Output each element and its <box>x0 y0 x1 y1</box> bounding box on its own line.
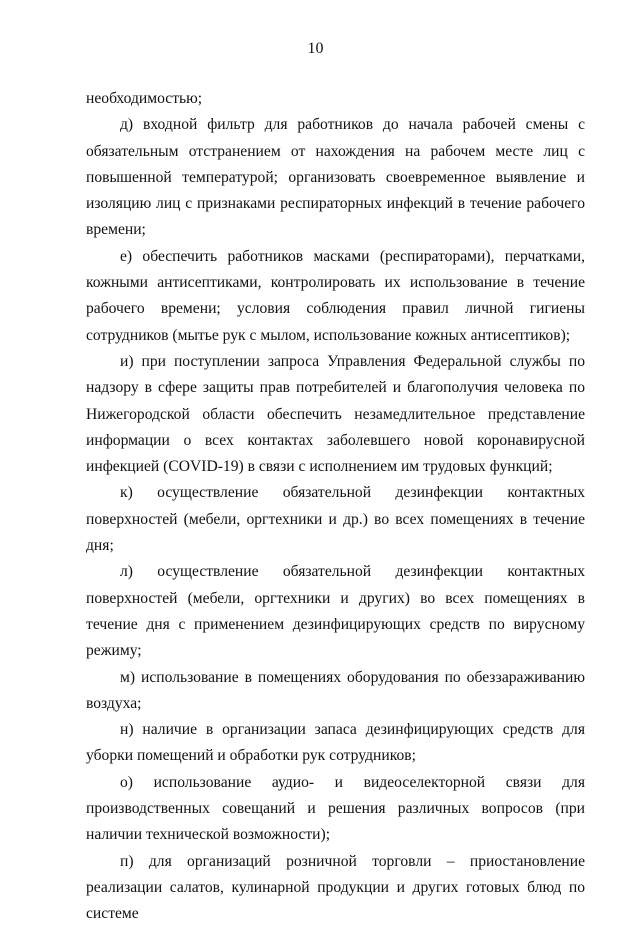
document-body <box>86 86 585 928</box>
paragraph-item-e: е) обеспечить работников масками (респираторами), перчатками, кожными антисептиками, контролировать их использование в течение рабочего времени; условия соблюдения правил личной гигиены сотрудников (мытье рук с мылом, использование кожных антисептиков); <box>86 247 585 344</box>
paragraph-item-n: н) наличие в организации запаса дезинфицирующих средств для уборки помещений и обработки рук сотрудников; <box>86 721 585 765</box>
paragraph-item-l: л) осуществление обязательной дезинфекции контактных поверхностей (мебели, оргтехники и других) во всех помещениях в течение дня с применением дезинфицирующих средств по вирусному режиму; <box>86 563 585 660</box>
page-number: 10 <box>307 40 324 57</box>
paragraph-item-p: п) для организаций розничной торговли – приостановление реализации салатов, кулинарной продукции и других готовых блюд по системе <box>86 852 585 923</box>
paragraph-item-k: к) осуществление обязательной дезинфекции контактных поверхностей (мебели, оргтехники и др.) во всех помещениях в течение дня; <box>86 484 585 555</box>
paragraph-item-d: д) входной фильтр для работников до начала рабочей смены с обязательным отстранением от нахождения на рабочем месте лиц с повышенной температурой; организовать своевременное выявление и изоляцию лиц с признаками респираторных инфекций в течение рабочего времени; <box>86 116 585 239</box>
paragraph-item-m: м) использование в помещениях оборудования по обеззараживанию воздуха; <box>86 668 585 712</box>
paragraph-continuation: необходимостью; <box>86 90 203 107</box>
paragraph-item-o: о) использование аудио- и видеоселекторной связи для производственных совещаний и решения различных вопросов (при наличии технической возможности); <box>86 773 585 844</box>
paragraph-item-i: и) при поступлении запроса Управления Федеральной службы по надзору в сфере защиты прав потребителей и благополучия человека по Нижегородской области обеспечить незамедлительное представление информации о всех контактах заболевшего новой коронавирусной инфекцией (COVID-19) в связи с исполнением им трудовых функций; <box>86 352 585 476</box>
